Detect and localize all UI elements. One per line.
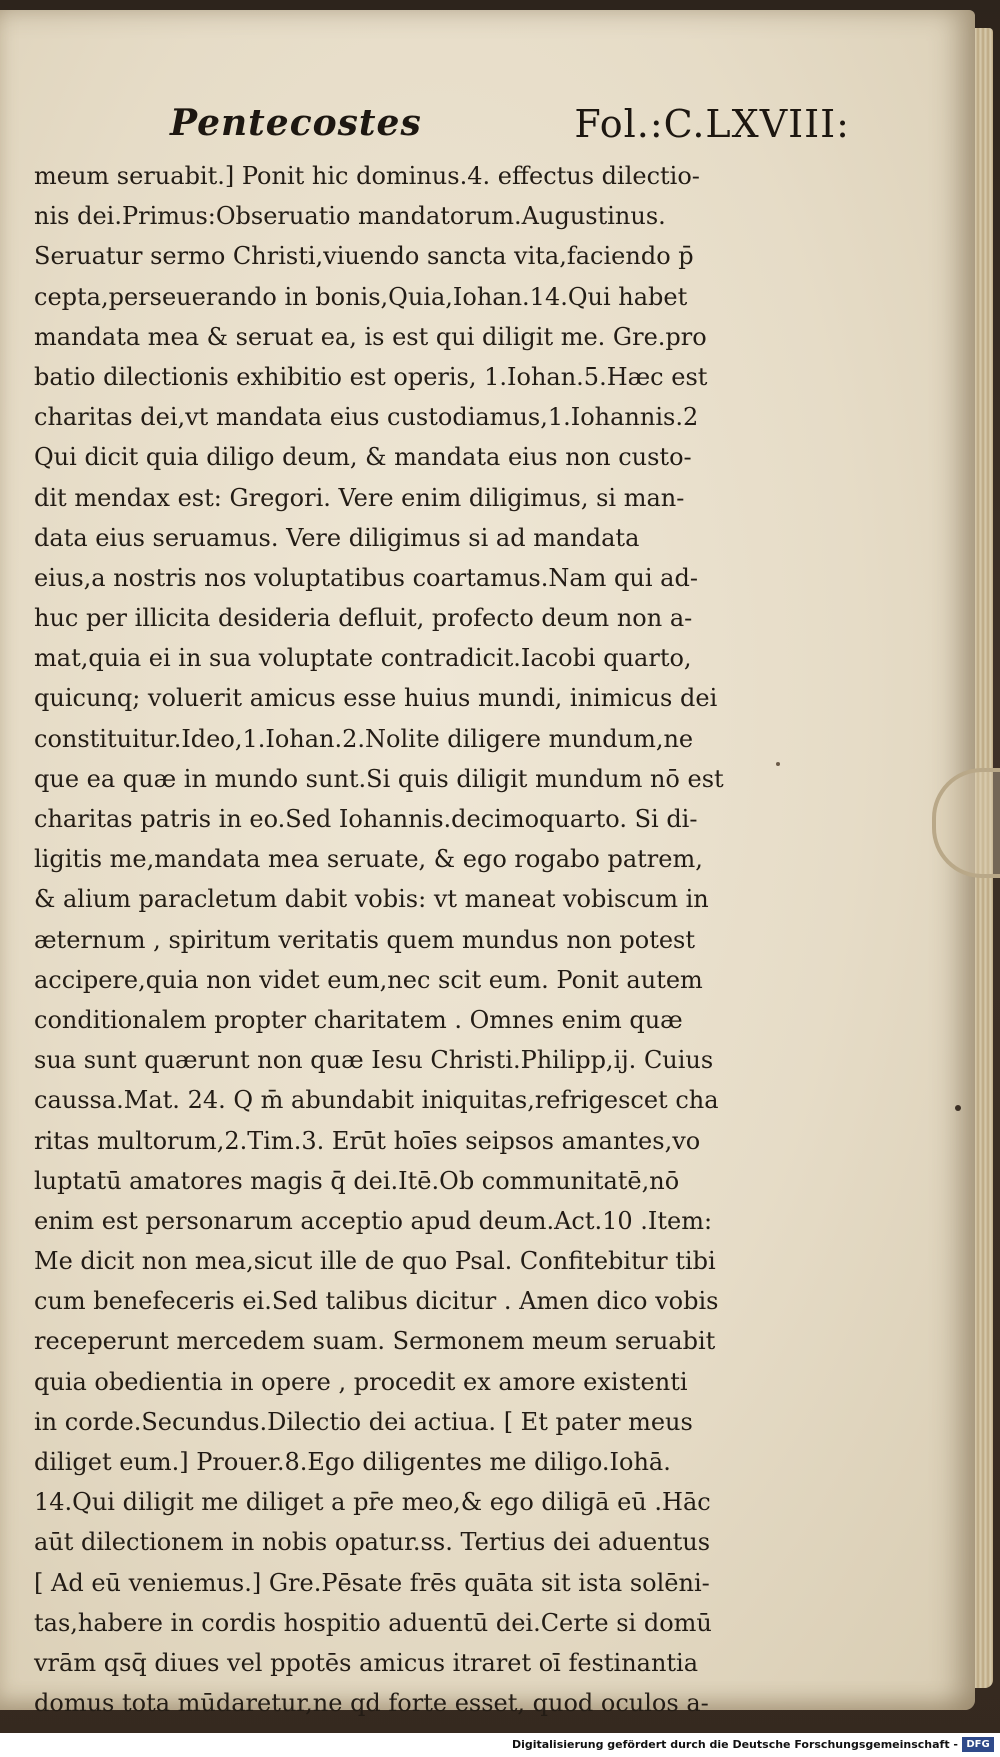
text-line: aūt dilectionem in nobis opatur.ss. Tertius dei aduentus: [34, 1528, 711, 1557]
text-line: Seruatur sermo Christi,viuendo sancta vita,faciendo p̄: [34, 242, 694, 271]
text-line: receperunt mercedem suam. Sermonem meum seruabit: [34, 1327, 716, 1356]
text-line: sua sunt quærunt non quæ Iesu Christi.Philipp,ij. Cuius: [34, 1046, 714, 1075]
text-line: [ Ad eū veniemus.] Gre.Pēsate frēs quāta sit ista solēni-: [34, 1568, 710, 1597]
digitization-footer: [0, 1733, 1000, 1757]
text-line: cum benefeceris ei.Sed talibus dicitur . Amen dico vobis: [34, 1287, 719, 1316]
text-line: que ea quæ in mundo sunt.Si quis diligit mundum nō est: [34, 764, 724, 793]
text-line: domus tota mūdaretur,ne qd forte esset, quod oculos a-: [34, 1689, 709, 1718]
text-line: conditionalem propter charitatem . Omnes enim quæ: [34, 1005, 683, 1034]
text-line: charitas dei,vt mandata eius custodiamus,1.Iohannis.2: [34, 403, 699, 432]
text-line: eius,a nostris nos voluptatibus coartamus.Nam qui ad-: [34, 563, 698, 592]
book-page: [0, 10, 975, 1718]
text-line: enim est personarum acceptio apud deum.Act.10 .Item:: [34, 1206, 713, 1235]
ink-spot-small: [776, 762, 780, 766]
text-line: in corde.Secundus.Dilectio dei actiua. [ Et pater meus: [34, 1407, 693, 1436]
running-head: Pentecostes: [170, 102, 422, 144]
text-line: nis dei.Primus:Obseruatio mandatorum.Augustinus.: [34, 202, 666, 231]
text-line: æternum , spiritum veritatis quem mundus non potest: [34, 925, 696, 954]
body-text: [34, 156, 789, 1723]
text-line: meum seruabit.] Ponit hic dominus.4. effectus dilectio-: [34, 162, 700, 190]
text-line: batio dilectionis exhibitio est operis, 1.Iohan.5.Hæc est: [34, 362, 708, 391]
text-line: quicunq; voluerit amicus esse huius mundi, inimicus dei: [34, 684, 718, 713]
text-line: luptatū amatores magis q̄ dei.Itē.Ob communitatē,nō: [34, 1166, 680, 1195]
folio-number: Fol.:C.LXVIII:: [574, 102, 850, 146]
text-line: caussa.Mat. 24. Q m̄ abundabit iniquitas,refrigescet cha: [34, 1086, 719, 1115]
text-line: mandata mea & seruat ea, is est qui diligit me. Gre.pro: [34, 322, 707, 351]
text-line: cepta,perseuerando in bonis,Quia,Iohan.14.Qui habet: [34, 282, 688, 311]
page-header: [170, 102, 850, 154]
dfg-logo: DFG: [962, 1737, 994, 1752]
ink-spot: [955, 1105, 961, 1111]
text-line: data eius seruamus. Vere diligimus si ad mandata: [34, 523, 640, 552]
text-line: Me dicit non mea,sicut ille de quo Psal. Confitebitur tibi: [34, 1247, 716, 1276]
text-line: ritas multorum,2.Tim.3. Erūt hoīes seipsos amantes,vo: [34, 1126, 701, 1155]
text-line: diliget eum.] Prouer.8.Ego diligentes me diligo.Iohā.: [34, 1448, 671, 1476]
text-line: charitas patris in eo.Sed Iohannis.decimoquarto. Si di-: [34, 805, 698, 833]
text-line: constituitur.Ideo,1.Iohan.2.Nolite diligere mundum,ne: [34, 724, 694, 753]
text-line: tas,habere in cordis hospitio aduentū dei.Certe si domū: [34, 1608, 712, 1637]
text-line: huc per illicita desideria defluit, profecto deum non a-: [34, 604, 693, 633]
text-line: accipere,quia non videt eum,nec scit eum. Ponit autem: [34, 965, 703, 994]
footer-credit: Digitalisierung gefördert durch die Deutsche Forschungsgemeinschaft -: [511, 1738, 958, 1751]
text-line: dit mendax est: Gregori. Vere enim diligimus, si man-: [34, 483, 685, 512]
text-line: quia obedientia in opere , procedit ex amore existenti: [34, 1367, 688, 1396]
text-line: 14.Qui diligit me diliget a pr̄e meo,& ego diligā eū .Hāc: [34, 1488, 711, 1517]
text-line: vrām qsq̄ diues vel ppotēs amicus itraret oī festinantia: [34, 1648, 699, 1677]
text-line: Qui dicit quia diligo deum, & mandata eius non custo-: [34, 443, 692, 472]
text-line: ligitis me,mandata mea seruate, & ego rogabo patrem,: [34, 845, 703, 874]
text-line: mat,quia ei in sua voluptate contradicit.Iacobi quarto,: [34, 644, 692, 673]
text-line: & alium paracletum dabit vobis: vt maneat vobiscum in: [34, 885, 709, 914]
